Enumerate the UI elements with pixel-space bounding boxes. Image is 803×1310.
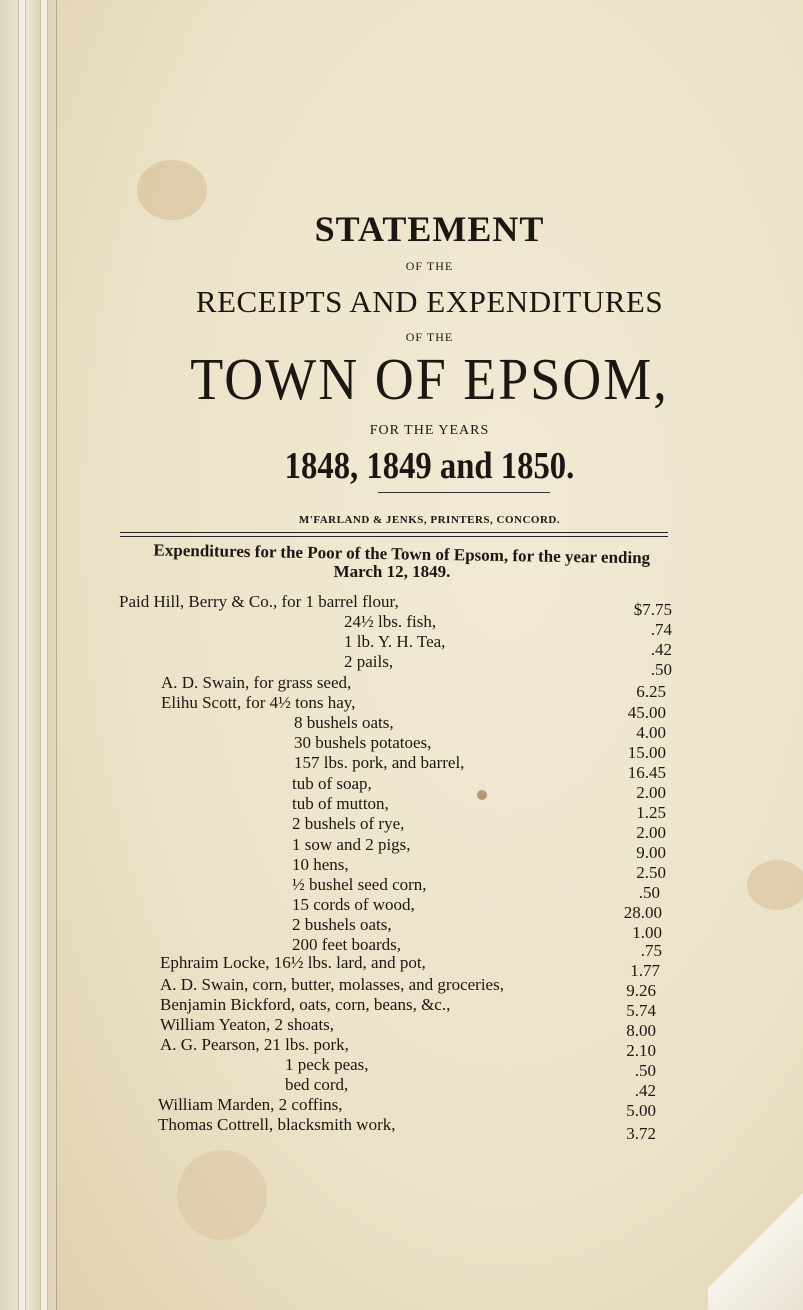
ledger-amount: .42 bbox=[634, 1081, 656, 1100]
ledger-amount: 9.00 bbox=[636, 843, 666, 862]
ledger-amount: 9.26 bbox=[626, 981, 656, 1000]
ledger-amount: 5.74 bbox=[626, 1001, 656, 1020]
title-of-the-1: OF THE bbox=[405, 259, 454, 273]
section-heading-date: March 12, 1849. bbox=[333, 562, 451, 581]
ledger-amount: $7.75 bbox=[633, 600, 672, 619]
title-statement: STATEMENT bbox=[314, 209, 545, 249]
ledger-item: A. D. Swain, for grass seed, bbox=[161, 673, 352, 692]
ledger-item: ½ bushel seed corn, bbox=[292, 875, 427, 894]
ledger-amount: 1.77 bbox=[630, 961, 660, 980]
ledger-amount: 5.00 bbox=[626, 1101, 656, 1120]
ledger-item: tub of mutton, bbox=[292, 794, 389, 813]
ledger-item: 1 peck peas, bbox=[285, 1055, 369, 1074]
ledger-item: William Yeaton, 2 shoats, bbox=[160, 1015, 335, 1034]
ledger-item: 24½ lbs. fish, bbox=[344, 612, 437, 631]
ledger-amount: .50 bbox=[638, 883, 660, 902]
ledger-item: Benjamin Bickford, oats, corn, beans, &c., bbox=[160, 995, 451, 1014]
ledger-amount: .50 bbox=[634, 1061, 656, 1080]
section-heading: Expenditures for the Poor of the Town of Epsom, for the year ending bbox=[153, 540, 651, 568]
ledger-item: 15 cords of wood, bbox=[292, 895, 415, 914]
ledger-amount: 4.00 bbox=[636, 723, 666, 742]
ledger-amount: .50 bbox=[650, 660, 672, 679]
title-years: 1848, 1849 and 1850. bbox=[284, 445, 575, 487]
ledger-item: A. G. Pearson, 21 lbs. pork, bbox=[160, 1035, 349, 1054]
ledger-amount: 1.25 bbox=[636, 803, 666, 822]
ledger-amount: 16.45 bbox=[627, 763, 666, 782]
ledger-item: 2 pails, bbox=[344, 652, 394, 671]
ledger-amount: 2.10 bbox=[626, 1041, 656, 1060]
ledger-amount: .75 bbox=[640, 941, 662, 960]
title-town: TOWN OF EPSOM, bbox=[190, 346, 669, 412]
ledger-item: 30 bushels potatoes, bbox=[294, 733, 432, 752]
ledger-amount: 6.25 bbox=[636, 682, 666, 701]
ledger-amount: 28.00 bbox=[623, 903, 662, 922]
ledger-item: Thomas Cottrell, blacksmith work, bbox=[158, 1115, 396, 1134]
ledger-item: 2 bushels of rye, bbox=[292, 814, 405, 833]
ledger-item: 200 feet boards, bbox=[292, 935, 402, 954]
ledger-item: 8 bushels oats, bbox=[294, 713, 394, 732]
ledger-item: tub of soap, bbox=[292, 774, 372, 793]
ledger-amount: .42 bbox=[650, 640, 672, 659]
ledger-item: 2 bushels oats, bbox=[292, 915, 392, 934]
ledger-item: Ephraim Locke, 16½ lbs. lard, and pot, bbox=[160, 953, 426, 972]
ledger-item: Paid Hill, Berry & Co., for 1 barrel flour, bbox=[119, 592, 399, 611]
ledger-amount: 15.00 bbox=[627, 743, 666, 762]
ledger-item: William Marden, 2 coffins, bbox=[158, 1095, 343, 1114]
title-for-the-years: FOR THE YEARS bbox=[369, 423, 490, 438]
ledger-amount: 2.00 bbox=[636, 823, 666, 842]
ledger-item: 157 lbs. pork, and barrel, bbox=[294, 753, 465, 772]
torn-corner bbox=[708, 1190, 803, 1310]
ledger-amount: 2.00 bbox=[636, 783, 666, 802]
ledger-item: A. D. Swain, corn, butter, molasses, and groceries, bbox=[160, 975, 504, 994]
title-of-the-2: OF THE bbox=[405, 330, 454, 344]
ledger-amount: 3.72 bbox=[626, 1124, 656, 1143]
ledger-amount: 8.00 bbox=[626, 1021, 656, 1040]
ledger-item: 1 sow and 2 pigs, bbox=[292, 835, 411, 854]
ledger-item: Elihu Scott, for 4½ tons hay, bbox=[161, 693, 356, 712]
ledger-amount: .74 bbox=[650, 620, 672, 639]
ledger-item: 1 lb. Y. H. Tea, bbox=[344, 632, 446, 651]
printer-credit: M'FARLAND & JENKS, PRINTERS, CONCORD. bbox=[298, 514, 561, 526]
ledger-amount: 1.00 bbox=[632, 923, 662, 942]
ledger-amount: 45.00 bbox=[627, 703, 666, 722]
title-receipts: RECEIPTS AND EXPENDITURES bbox=[195, 284, 664, 319]
ledger-item: bed cord, bbox=[285, 1075, 349, 1094]
ledger-item: 10 hens, bbox=[292, 855, 349, 874]
ledger-amount: 2.50 bbox=[636, 863, 666, 882]
